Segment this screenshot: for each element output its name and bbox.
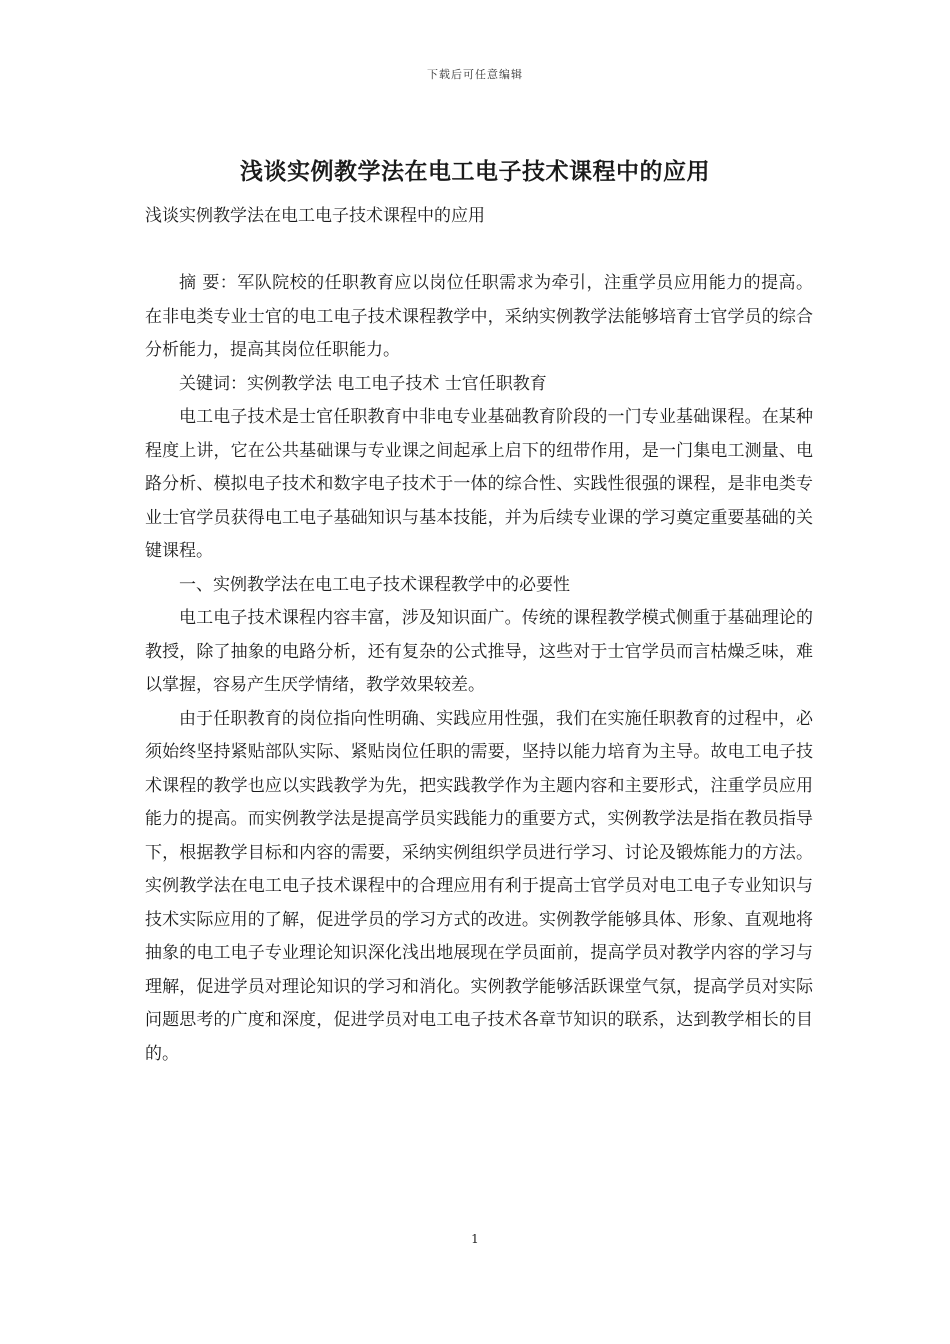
document-title: 浅谈实例教学法在电工电子技术课程中的应用 [240, 158, 710, 185]
document-subtitle: 浅谈实例教学法在电工电子技术课程中的应用 [145, 206, 485, 226]
page-number: 1 [471, 1232, 479, 1246]
body-paragraph: 由于任职教育的岗位指向性明确、实践应用性强，我们在实施任职教育的过程中，必须始终坚持紧贴部队实际、紧贴岗位任职的需要，坚持以能力培育为主导。故电工电子技术课程的教学也应以实践教学为先，把实践教学作为主题内容和主要形式，注重学员应用能力的提高。而实例教学法是提高学员实践能力的重要方式，实例教学法是指在教员指导下，根据教学目标和内容的需要，采纳实例组织学员进行学习、讨论及锻炼能力的方法。实例教学法在电工电子技术课程中的合理应用有利于提高士官学员对电工电子专业知识与技术实际应用的了解，促进学员的学习方式的改进。实例教学能够具体、形象、直观地将抽象的电工电子专业理论知识深化浅出地展现在学员面前，提高学员对教学内容的学习与理解，促进学员对理论知识的学习和消化。实例教学能够活跃课堂气氛，提高学员对实际问题思考的广度和深度，促进学员对电工电子技术各章节知识的联系，达到教学相长的目的。 [145, 708, 813, 1064]
header-note: 下载后可任意编辑 [427, 68, 523, 81]
blank-line [145, 234, 813, 268]
body-paragraph: 电工电子技术课程内容丰富，涉及知识面广。传统的课程教学模式侧重于基础理论的教授，除了抽象的电路分析，还有复杂的公式推导，这些对于士官学员而言枯燥乏味，难以掌握，容易产生厌学情绪，教学效果较差。 [145, 608, 813, 695]
body-paragraph: 电工电子技术是士官任职教育中非电专业基础教育阶段的一门专业基础课程。在某种程度上讲，它在公共基础课与专业课之间起承上启下的纽带作用，是一门集电工测量、电路分析、模拟电子技术和数字电子技术于一体的综合性、实践性很强的课程，是非电类专业士官学员获得电工电子基础知识与基本技能，并为后续专业课的学习奠定重要基础的关键课程。 [145, 407, 813, 561]
abstract-paragraph: 摘 要：军队院校的任职教育应以岗位任职需求为牵引，注重学员应用能力的提高。在非电类专业士官的电工电子技术课程教学中，采纳实例教学法能够培育士官学员的综合分析能力，提高其岗位任职能力。 [145, 273, 813, 360]
section-heading: 一、实例教学法在电工电子技术课程教学中的必要性 [179, 574, 570, 595]
document-body [145, 200, 813, 1071]
keywords-line: 关键词：实例教学法 电工电子技术 士官任职教育 [179, 373, 547, 394]
